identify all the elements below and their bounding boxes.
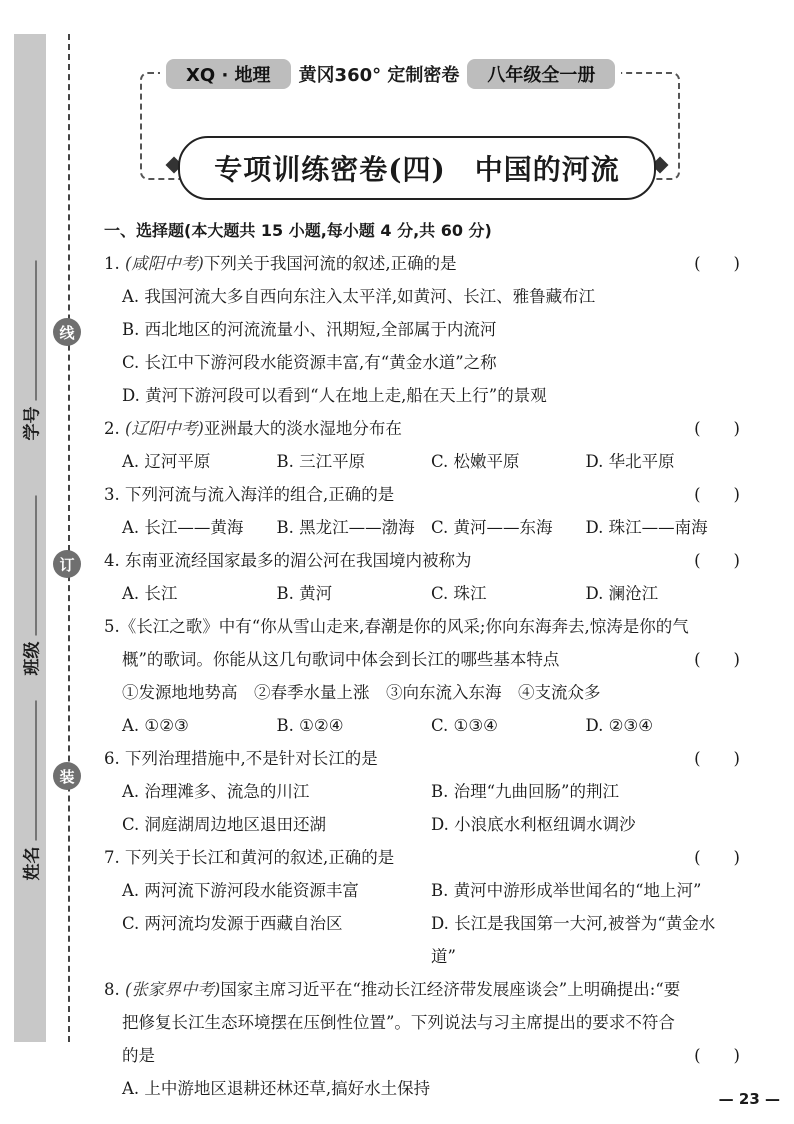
q5-stem-line1: 5.《长江之歌》中有“你从雪山走来,春潮是你的风采;你向东海奔去,惊涛是你的气 [104, 617, 689, 636]
q4-options [104, 577, 740, 610]
q3-options [104, 511, 740, 544]
q2-options [104, 445, 740, 478]
q5-option-c[interactable]: C. ①③④ [431, 716, 498, 735]
answer-blank[interactable]: ( ) [694, 749, 740, 768]
staple-mark: 订 [53, 550, 81, 578]
q1-option-a[interactable]: A. 我国河流大多自西向东注入太平洋,如黄河、长江、雅鲁藏布江 [122, 287, 596, 306]
header-row [160, 58, 621, 90]
q5-option-b[interactable]: B. ①②④ [276, 716, 344, 735]
q4-option-c[interactable]: C. 珠江 [431, 584, 487, 603]
q4-option-a[interactable]: A. 长江 [122, 584, 178, 603]
subject-badge: XQ · 地理 [166, 59, 291, 89]
q8-stem-line3: 的是 [122, 1046, 155, 1065]
question-8-line1: 8. (张家界中考)国家主席习近平在“推动长江经济带发展座谈会”上明确提出:“要 [104, 980, 681, 999]
question-6 [104, 742, 740, 775]
answer-blank[interactable]: ( ) [694, 848, 740, 867]
answer-blank[interactable]: ( ) [694, 254, 740, 273]
q4-stem: 4. 东南亚流经国家最多的湄公河在我国境内被称为 [104, 551, 472, 570]
q3-stem: 3. 下列河流与流入海洋的组合,正确的是 [104, 485, 395, 504]
q6-option-d[interactable]: D. 小浪底水利枢纽调水调沙 [431, 815, 636, 834]
q5-option-d[interactable]: D. ②③④ [585, 716, 654, 735]
student-id-label: 学号 [22, 406, 43, 440]
answer-blank[interactable]: ( ) [694, 1046, 740, 1065]
question-7 [104, 841, 740, 874]
q3-option-d[interactable]: D. 珠江——南海 [585, 518, 708, 537]
q8-option-a[interactable]: A. 上中游地区退耕还林还草,搞好水土保持 [122, 1079, 431, 1098]
q5-stem-line2: 概”的歌词。你能从这几句歌词中体会到长江的哪些基本特点 [122, 650, 560, 669]
answer-blank[interactable]: ( ) [694, 650, 740, 669]
q4-option-b[interactable]: B. 黄河 [276, 584, 333, 603]
page-number: — 23 — [718, 1090, 780, 1108]
q1-option-d[interactable]: D. 黄河下游河段可以看到“人在地上走,船在天上行”的景观 [122, 386, 547, 405]
question-2: 2. (辽阳中考)亚洲最大的淡水湿地分布在 ( ) [104, 412, 740, 445]
q2-stem: 亚洲最大的淡水湿地分布在 [203, 419, 402, 438]
q6-option-b[interactable]: B. 治理“九曲回肠”的荆江 [431, 782, 619, 801]
question-3 [104, 478, 740, 511]
q3-option-b[interactable]: B. 黑龙江——渤海 [276, 518, 415, 537]
q7-option-b[interactable]: B. 黄河中游形成举世闻名的“地上河” [431, 881, 702, 900]
q1-source: (咸阳中考) [125, 254, 204, 273]
q7-stem: 7. 下列关于长江和黄河的叙述,正确的是 [104, 848, 395, 867]
answer-blank[interactable]: ( ) [694, 551, 740, 570]
line-mark: 线 [53, 318, 81, 346]
q5-items: ①发源地地势高 ②春季水量上涨 ③向东流入东海 ④支流众多 [122, 683, 601, 702]
q2-option-b[interactable]: B. 三江平原 [276, 452, 366, 471]
q7-options-ab [104, 874, 740, 907]
question-5 [104, 643, 740, 676]
q5-options [104, 709, 740, 742]
name-field[interactable] [0, 640, 60, 940]
q3-option-a[interactable]: A. 长江——黄海 [122, 518, 244, 537]
class-label: 班级 [22, 641, 43, 675]
q6-option-c[interactable]: C. 洞庭湖周边地区退田还湖 [122, 815, 327, 834]
section-title: 一、选择题(本大题共 15 小题,每小题 4 分,共 60 分) [104, 221, 492, 240]
q2-option-a[interactable]: A. 辽河平原 [122, 452, 211, 471]
answer-blank[interactable]: ( ) [694, 485, 740, 504]
q2-source: (辽阳中考) [125, 419, 204, 438]
bind-mark: 装 [53, 762, 81, 790]
question-list [104, 214, 740, 1105]
question-8 [104, 1039, 740, 1072]
question-1: 1. (咸阳中考)下列关于我国河流的叙述,正确的是 ( ) [104, 247, 740, 280]
q8-source: (张家界中考) [125, 980, 221, 999]
q3-option-c[interactable]: C. 黄河——东海 [431, 518, 553, 537]
q1-option-b[interactable]: B. 西北地区的河流流量小、汛期短,全部属于内流河 [122, 320, 497, 339]
q6-stem: 6. 下列治理措施中,不是针对长江的是 [104, 749, 378, 768]
q2-option-d[interactable]: D. 华北平原 [585, 452, 675, 471]
class-line[interactable] [24, 495, 37, 635]
q6-option-a[interactable]: A. 治理滩多、流急的川江 [122, 782, 310, 801]
q2-option-c[interactable]: C. 松嫩平原 [431, 452, 520, 471]
page-title: 专项训练密卷(四) 中国的河流 [214, 153, 620, 186]
q1-stem: 下列关于我国河流的叙述,正确的是 [203, 254, 457, 273]
q5-option-a[interactable]: A. ①②③ [122, 716, 189, 735]
q7-options-cd [104, 907, 740, 973]
name-line[interactable] [24, 700, 37, 840]
answer-blank[interactable]: ( ) [694, 419, 740, 438]
q8-stem-line2: 把修复长江生态环境摆在压倒性位置”。下列说法与习主席提出的要求不符合 [122, 1013, 675, 1032]
q7-option-a[interactable]: A. 两河流下游河段水能资源丰富 [122, 881, 359, 900]
grade-badge: 八年级全一册 [467, 59, 615, 89]
student-id-line[interactable] [24, 260, 37, 400]
q6-options-ab [104, 775, 740, 808]
q7-option-c[interactable]: C. 两河流均发源于西藏自治区 [122, 914, 343, 933]
series-name: 黄冈360° 定制密卷 [298, 65, 460, 86]
q1-option-c[interactable]: C. 长江中下游河段水能资源丰富,有“黄金水道”之称 [122, 353, 497, 372]
q4-option-d[interactable]: D. 澜沧江 [585, 584, 659, 603]
q8-stem-line1: 国家主席习近平在“推动长江经济带发展座谈会”上明确提出:“要 [220, 980, 681, 999]
cut-line [68, 34, 70, 1042]
question-4 [104, 544, 740, 577]
title-band [178, 136, 656, 200]
q7-option-d[interactable]: D. 长江是我国第一大河,被誉为“黄金水道” [431, 914, 716, 966]
q6-options-cd [104, 808, 740, 841]
name-label: 姓名 [22, 846, 43, 880]
